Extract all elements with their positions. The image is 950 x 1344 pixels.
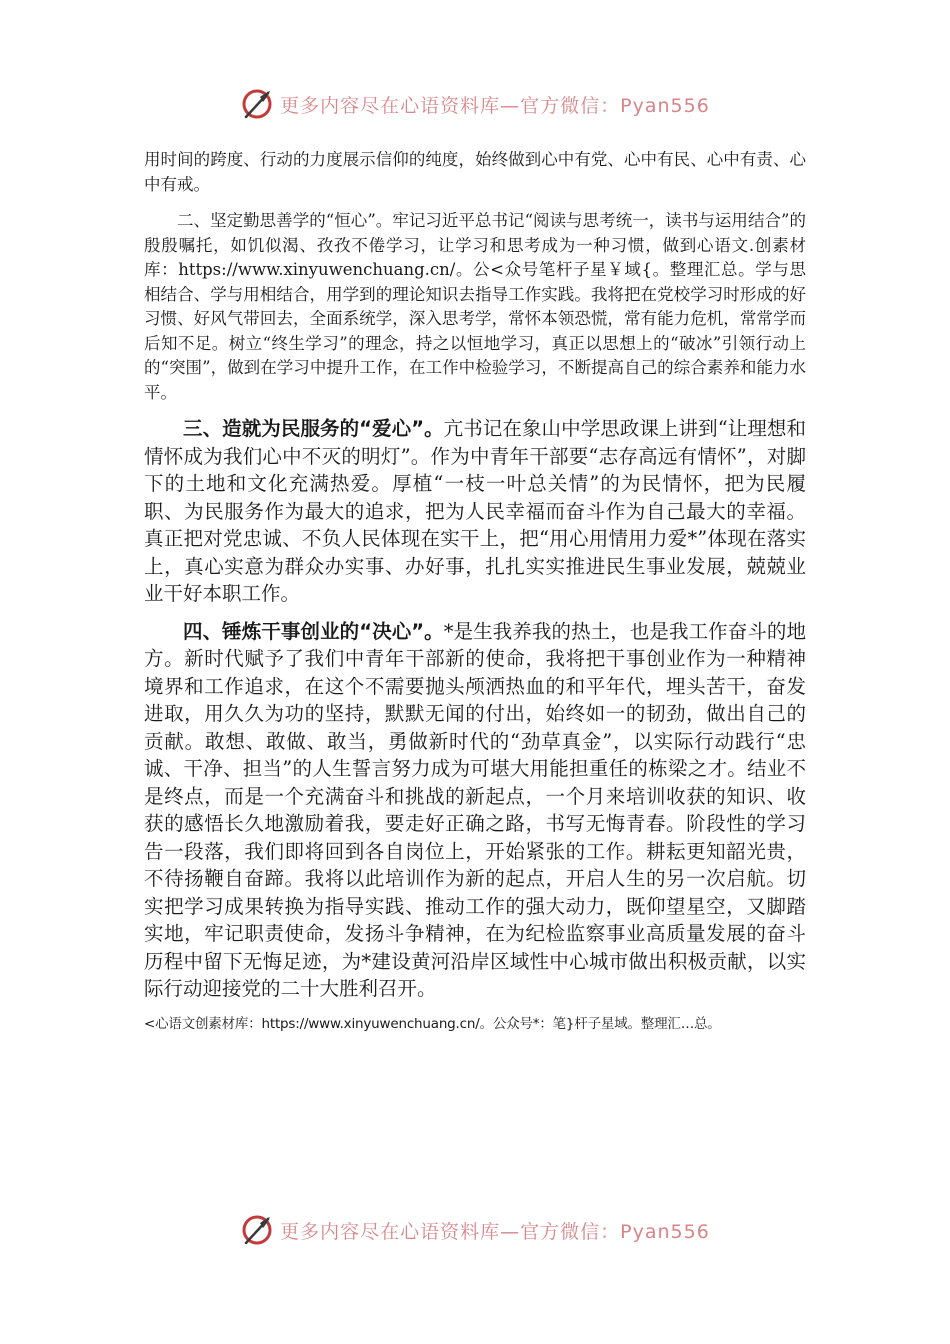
header-banner-text: 更多内容尽在心语资料库—官方微信：Pyan556 [280, 94, 710, 117]
header-banner [0, 82, 950, 126]
paragraph-section-two: 二、坚定勤思善学的“恒心”。牢记习近平总书记“阅读与思考统一，读书与运用结合”的殷殷嘱托，如饥似渴、孜孜不倦学习，让学习和思考成为一种习惯，做到心语文.创素材库：https://www.xinyuwenchuang.cn/。公<众号笔杆子星￥域{。整理汇总。学与思相结合、学与用相结合，用学到的理论知识去指导工作实践。我将把在党校学习时形成的好习惯、好风气带回去，全面系统学，深入思考学，常怀本领恐慌，常有能力危机，常常学而后知不足。树立“终生学习”的理念，持之以恒地学习，真正以思想上的“破冰”引领行动上的“突围”，做到在学习中提升工作，在工作中检验学习，不断提高自己的综合素养和能力水平。 [144, 211, 806, 402]
footer-banner-text: 更多内容尽在心语资料库—官方微信：Pyan556 [280, 1220, 710, 1243]
quill-logo-icon [240, 1213, 274, 1247]
quill-logo-icon [240, 87, 274, 121]
section-three-text: 亢书记在象山中学思政课上讲到“让理想和情怀成为我们心中不灭的明灯”。作为中青年干部要“志存高远有情怀”，对脚下的土地和文化充满热爱。厚植“一枝一叶总关情”的为民情怀，把为民履职、为民服务作为最大的追求，把为人民幸福而奋斗作为自己最大的幸福。真正把对党忠诚、不负人民体现在实干上，把“用心用情用力爱*”体现在落实上，真心实意为群众办实事、办好事，扎扎实实推进民生事业发展，兢兢业业干好本职工作。 [144, 417, 806, 605]
paragraph-section-four [144, 618, 806, 1003]
footer-banner [0, 1208, 950, 1252]
section-four-text: *是生我养我的热土，也是我工作奋斗的地方。新时代赋予了我们中青年干部新的使命，我将把干事创业作为一种精神境界和工作追求，在这个不需要抛头颅洒热血的和平年代，埋头苦干，奋发进取，用久久为功的坚持，默默无闻的付出，始终如一的韧劲，做出自己的贡献。敢想、敢做、敢当，勇做新时代的“劲草真金”，以实际行动践行“忠诚、干净、担当”的人生誓言努力成为可堪大用能担重任的栋梁之才。结业不是终点，而是一个充满奋斗和挑战的新起点，一个月来培训收获的知识、收获的感悟长久地激励着我，要走好正确之路，书写无悔青春。阶段性的学习告一段落，我们即将回到各自岗位上，开始紧张的工作。耕耘更知韶光贵，不待扬鞭自奋蹄。我将以此培训作为新的起点，开启人生的另一次启航。切实把学习成果转换为指导实践、推动工作的强大动力，既仰望星空，又脚踏实地，牢记职责使命，发扬斗争精神，在为纪检监察事业高质量发展的奋斗历程中留下无悔足迹，为*建设黄河沿岸区域性中心城市做出积极贡献，以实际行动迎接党的二十大胜利召开。 [144, 619, 806, 1000]
source-note: <心语文创素材库：https://www.xinyuwenchuang.cn/。公众号*：笔}杆子星域。整理汇…总。 [144, 1015, 721, 1032]
section-four-heading: 四、锤炼干事创业的“决心”。 [183, 619, 444, 643]
paragraph-section-three [144, 415, 806, 608]
section-three-heading: 三、造就为民服务的“爱心”。 [183, 417, 444, 440]
paragraph-continuation: 用时间的跨度、行动的力度展示信仰的纯度，始终做到心中有党、心中有民、心中有责、心中有戒。 [144, 150, 806, 194]
document-body [144, 148, 806, 1035]
